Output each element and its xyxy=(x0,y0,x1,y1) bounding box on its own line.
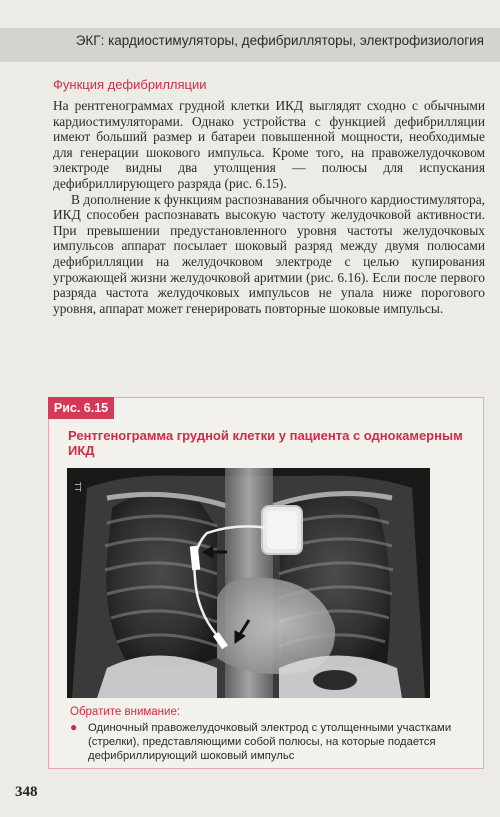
body-text xyxy=(53,98,485,316)
figure-label: Рис. 6.15 xyxy=(48,397,114,419)
section-heading: Функция дефибрилляции xyxy=(53,77,207,92)
paragraph-2: В дополнение к функциям распознавания обычного кардиостимулятора, ИКД способен распознавать высокую частоту желудочковой активности. При превышении предустановленного уровня частоты желудочковых импульсов аппарат посылает шоковый разряд между двумя полюсами дефибрилляции на желудочковом электроде с целью купирования угрожающей жизни желудочковой аритмии (рис. 6.16). Если после первого разряда частота желудочковых импульсов не упала ниже порогового уровня, аппарат может генерировать повторные шоковые импульсы. xyxy=(53,191,485,316)
note-item: Одиночный правожелудочковый электрод с утолщенными участками (стрелки), представляющими собой полюсы, на которые подается дефибриллирующий шоковый импульс xyxy=(88,722,452,762)
chest-xray-image xyxy=(67,468,430,698)
running-header-title: ЭКГ: кардиостимуляторы, дефибрилляторы, электрофизиология xyxy=(75,33,484,48)
xray-drawing xyxy=(67,468,430,698)
figure-title: Рентгенограмма грудной клетки у пациента с однокамерным ИКД xyxy=(68,428,463,458)
paragraph-1: На рентгенограммах грудной клетки ИКД выглядят сходно с обычными кардиостимуляторами. Однако устройства с функцией дефибрилляции имеют больший размер и батареи повышенной мощности, необходимые для генерации шокового импульса. Кроме того, на правожелудочковом электроде видны два утолщения — полюсы для испускания дефибриллирующего разряда (рис. 6.15). xyxy=(53,98,485,191)
bullet-icon: ● xyxy=(70,720,78,734)
image-marker: TT xyxy=(73,482,82,492)
page-number: 348 xyxy=(15,784,38,800)
note-heading: Обратите внимание: xyxy=(70,706,181,718)
